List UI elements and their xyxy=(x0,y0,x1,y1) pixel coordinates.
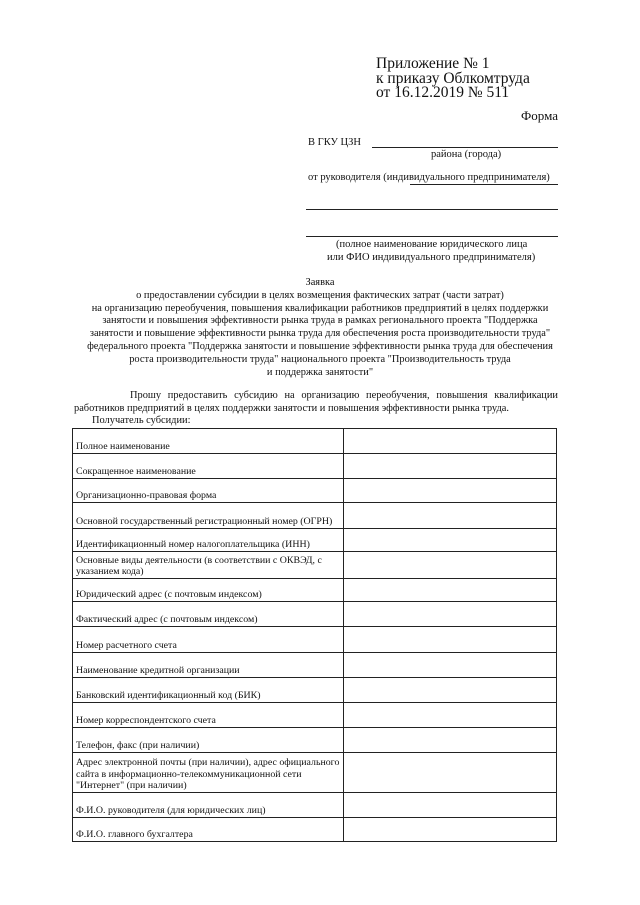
row-label: Юридический адрес (с почтовым индексом) xyxy=(73,579,344,602)
row-value-cell[interactable] xyxy=(344,678,557,703)
name-fill-line-1[interactable] xyxy=(306,209,558,210)
row-value-cell[interactable] xyxy=(344,503,557,529)
row-value-cell[interactable] xyxy=(344,653,557,678)
recipient-details-table xyxy=(72,428,557,842)
title-line-2: о предоставлении субсидии в целях возмещения фактических затрат (части затрат) xyxy=(136,289,504,301)
form-label: Форма xyxy=(521,108,558,123)
row-label: Идентификационный номер налогоплательщика (ИНН) xyxy=(73,529,344,552)
table-row xyxy=(73,454,557,479)
row-label: Номер расчетного счета xyxy=(73,627,344,653)
row-value-cell[interactable] xyxy=(344,818,557,842)
table-row xyxy=(73,579,557,602)
name-hint-line-2: или ФИО индивидуального предпринимателя) xyxy=(327,252,536,263)
to-fill-line[interactable] xyxy=(372,147,558,148)
table-row xyxy=(73,627,557,653)
table-row xyxy=(73,678,557,703)
appendix-line-2: к приказу Облкомтруда xyxy=(376,69,530,87)
appendix-header xyxy=(376,57,530,101)
table-row xyxy=(73,793,557,818)
table-row xyxy=(73,818,557,842)
title-line-7: роста производительности труда" национального проекта "Производительность труда xyxy=(129,353,511,365)
from-underline xyxy=(410,184,558,185)
row-label: Полное наименование xyxy=(73,429,344,454)
row-value-cell[interactable] xyxy=(344,753,557,793)
row-value-cell[interactable] xyxy=(344,793,557,818)
row-label: Ф.И.О. главного бухгалтера xyxy=(73,818,344,842)
table-row xyxy=(73,529,557,552)
row-value-cell[interactable] xyxy=(344,552,557,579)
row-label: Основной государственный регистрационный номер (ОГРН) xyxy=(73,503,344,529)
to-label: В ГКУ ЦЗН xyxy=(308,137,361,148)
table-row xyxy=(73,753,557,793)
row-label: Фактический адрес (с почтовым индексом) xyxy=(73,602,344,627)
recipient-label: Получатель субсидии: xyxy=(92,415,191,427)
table-row xyxy=(73,703,557,728)
row-label: Ф.И.О. руководителя (для юридических лиц) xyxy=(73,793,344,818)
table-row xyxy=(73,552,557,579)
row-value-cell[interactable] xyxy=(344,579,557,602)
row-label: Банковский идентификационный код (БИК) xyxy=(73,678,344,703)
row-label: Наименование кредитной организации xyxy=(73,653,344,678)
row-value-cell[interactable] xyxy=(344,728,557,753)
row-label: Организационно-правовая форма xyxy=(73,479,344,503)
table-row xyxy=(73,429,557,454)
request-paragraph: Прошу предоставить субсидию на организацию переобучения, повышения квалификации работников предприятий в целях поддержки занятости и повышения эффективности рынка труда. xyxy=(74,390,558,414)
table-row xyxy=(73,503,557,529)
row-value-cell[interactable] xyxy=(344,602,557,627)
name-hint-line-1: (полное наименование юридического лица xyxy=(336,239,528,250)
title-line-1: Заявка xyxy=(305,277,335,288)
title-line-6: федерального проекта "Поддержка занятости и повышение эффективности рынка труда для обеспечения xyxy=(87,340,553,352)
application-title xyxy=(40,277,600,379)
table-row xyxy=(73,479,557,503)
row-value-cell[interactable] xyxy=(344,703,557,728)
name-fill-line-2[interactable] xyxy=(306,236,558,237)
table-row xyxy=(73,602,557,627)
title-line-3: на организацию переобучения, повышения квалификации работников предприятий в целях поддержки xyxy=(91,302,549,314)
row-value-cell[interactable] xyxy=(344,429,557,454)
row-label: Основные виды деятельности (в соответствии с ОКВЭД, с указанием кода) xyxy=(73,552,344,579)
row-label: Телефон, факс (при наличии) xyxy=(73,728,344,753)
row-label: Номер корреспондентского счета xyxy=(73,703,344,728)
title-line-4: занятости и повышения эффективности рынка труда в рамках регионального проекта "Поддержка xyxy=(102,315,538,327)
row-value-cell[interactable] xyxy=(344,479,557,503)
row-label: Адрес электронной почты (при наличии), адрес официального сайта в информационно-телекоммуникационной сети "Интернет" (при наличии) xyxy=(73,753,344,793)
request-text xyxy=(74,390,558,428)
row-value-cell[interactable] xyxy=(344,627,557,653)
row-label: Сокращенное наименование xyxy=(73,454,344,479)
row-value-cell[interactable] xyxy=(344,529,557,552)
appendix-line-1: Приложение № 1 xyxy=(376,55,490,72)
row-value-cell[interactable] xyxy=(344,454,557,479)
table-row xyxy=(73,728,557,753)
table-row xyxy=(73,653,557,678)
title-line-8: и поддержка занятости" xyxy=(266,366,374,378)
district-label: района (города) xyxy=(431,149,502,160)
title-line-5: занятости и повышение эффективности рынка труда для обеспечения роста производительности труда" xyxy=(89,328,551,340)
appendix-line-3: от 16.12.2019 № 511 xyxy=(376,84,510,101)
from-label: от руководителя (индивидуального предпринимателя) xyxy=(308,172,550,183)
